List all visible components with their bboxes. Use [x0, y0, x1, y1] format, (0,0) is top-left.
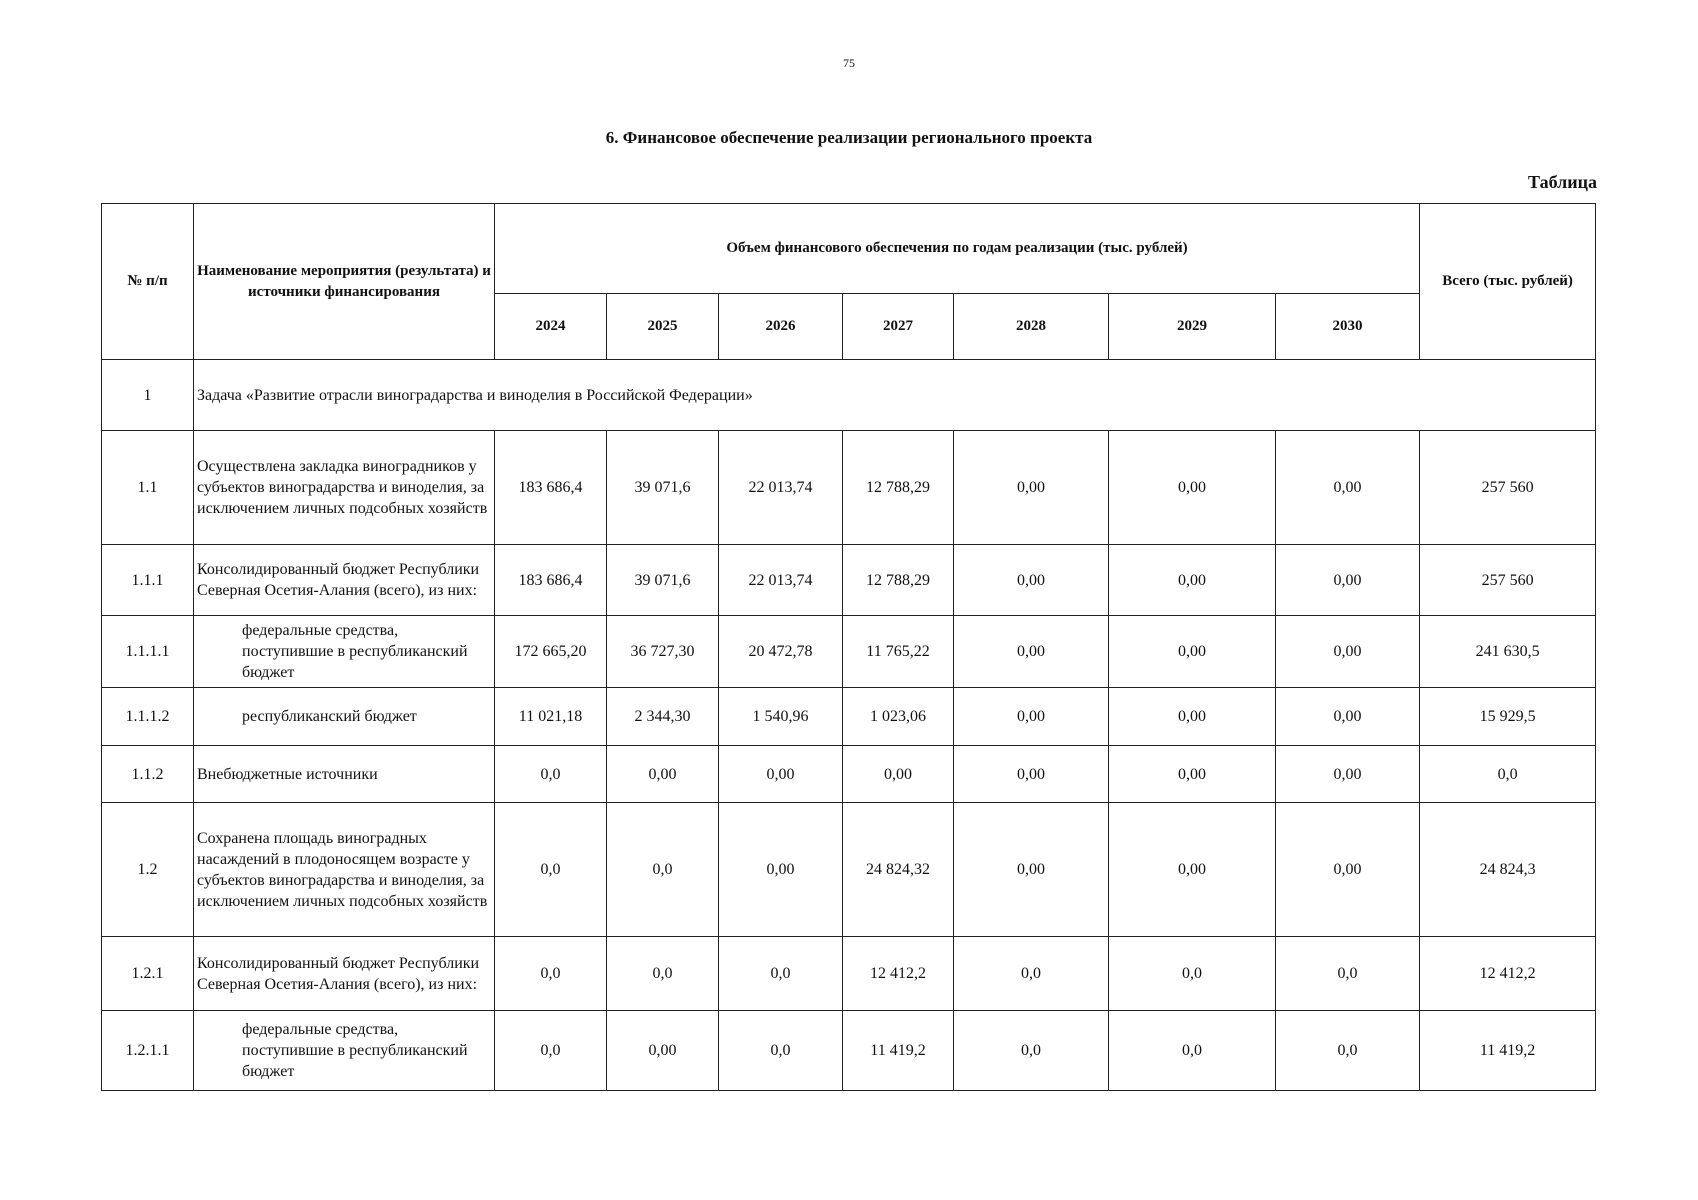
cell-value: 12 788,29	[843, 431, 954, 545]
row-num: 1.1.2	[102, 746, 194, 803]
cell-value: 0,0	[607, 803, 719, 937]
header-total: Всего (тыс. рублей)	[1420, 204, 1596, 360]
row-name: Сохранена площадь виноградных насаждений в плодоносящем возрасте у субъектов виноградарства и виноделия, за исключением личных подсобных хозяйств	[194, 803, 495, 937]
row-num: 1.2	[102, 803, 194, 937]
cell-value: 0,00	[1109, 688, 1276, 746]
cell-value: 1 023,06	[843, 688, 954, 746]
cell-value: 11 021,18	[495, 688, 607, 746]
header-year: 2024	[495, 294, 607, 360]
cell-total: 12 412,2	[1420, 937, 1596, 1011]
row-name: Консолидированный бюджет Республики Северная Осетия-Алания (всего), из них:	[194, 545, 495, 616]
cell-value: 0,00	[1276, 431, 1420, 545]
cell-value: 11 765,22	[843, 616, 954, 688]
page-number: 75	[843, 56, 855, 70]
row-num: 1.1	[102, 431, 194, 545]
row-name: республиканский бюджет	[194, 688, 495, 746]
header-year: 2029	[1109, 294, 1276, 360]
cell-value: 2 344,30	[607, 688, 719, 746]
cell-value: 12 788,29	[843, 545, 954, 616]
row-num: 1.1.1	[102, 545, 194, 616]
cell-value: 39 071,6	[607, 431, 719, 545]
cell-value: 0,00	[954, 803, 1109, 937]
cell-value: 39 071,6	[607, 545, 719, 616]
cell-value: 0,00	[954, 431, 1109, 545]
table-row	[102, 803, 1596, 937]
table-caption: Таблица	[1528, 172, 1597, 192]
cell-value: 1 540,96	[719, 688, 843, 746]
cell-value: 0,00	[1109, 616, 1276, 688]
cell-value: 24 824,32	[843, 803, 954, 937]
financing-table	[101, 203, 1596, 1091]
cell-value: 0,00	[719, 803, 843, 937]
row-num: 1	[102, 360, 194, 431]
cell-value: 0,0	[1276, 937, 1420, 1011]
cell-value: 0,0	[495, 803, 607, 937]
cell-value: 183 686,4	[495, 431, 607, 545]
cell-value: 0,00	[954, 746, 1109, 803]
table-row	[102, 431, 1596, 545]
cell-total: 15 929,5	[1420, 688, 1596, 746]
cell-value: 0,0	[719, 937, 843, 1011]
cell-value: 0,0	[954, 937, 1109, 1011]
cell-total: 11 419,2	[1420, 1011, 1596, 1091]
cell-value: 0,0	[495, 746, 607, 803]
cell-value: 20 472,78	[719, 616, 843, 688]
row-name: федеральные средства, поступившие в республиканский бюджет	[194, 616, 495, 688]
table-row	[102, 616, 1596, 688]
cell-value: 0,0	[495, 1011, 607, 1091]
cell-value: 0,00	[607, 1011, 719, 1091]
header-year: 2026	[719, 294, 843, 360]
task-text: Задача «Развитие отрасли виноградарства и виноделия в Российской Федерации»	[194, 360, 1596, 431]
cell-value: 0,0	[954, 1011, 1109, 1091]
cell-value: 0,00	[843, 746, 954, 803]
cell-value: 172 665,20	[495, 616, 607, 688]
table-row	[102, 1011, 1596, 1091]
cell-value: 12 412,2	[843, 937, 954, 1011]
cell-total: 257 560	[1420, 545, 1596, 616]
header-year: 2028	[954, 294, 1109, 360]
cell-value: 183 686,4	[495, 545, 607, 616]
row-name: Внебюджетные источники	[194, 746, 495, 803]
cell-value: 36 727,30	[607, 616, 719, 688]
cell-value: 22 013,74	[719, 545, 843, 616]
cell-total: 0,0	[1420, 746, 1596, 803]
cell-value: 0,00	[1276, 616, 1420, 688]
cell-total: 24 824,3	[1420, 803, 1596, 937]
cell-value: 0,00	[1109, 545, 1276, 616]
cell-value: 0,00	[1276, 688, 1420, 746]
cell-value: 0,0	[1276, 1011, 1420, 1091]
cell-value: 0,00	[954, 688, 1109, 746]
document-title: 6. Финансовое обеспечение реализации регионального проекта	[605, 128, 1093, 147]
row-num: 1.1.1.1	[102, 616, 194, 688]
task-row	[102, 360, 1596, 431]
row-num: 1.1.1.2	[102, 688, 194, 746]
cell-value: 0,0	[1109, 937, 1276, 1011]
cell-value: 0,00	[719, 746, 843, 803]
table-row	[102, 746, 1596, 803]
cell-value: 22 013,74	[719, 431, 843, 545]
header-year: 2025	[607, 294, 719, 360]
row-num: 1.2.1	[102, 937, 194, 1011]
table-row	[102, 688, 1596, 746]
row-name: Консолидированный бюджет Республики Северная Осетия-Алания (всего), из них:	[194, 937, 495, 1011]
header-name: Наименование мероприятия (результата) и источники финансирования	[194, 204, 495, 360]
cell-value: 0,00	[1109, 803, 1276, 937]
header-year: 2027	[843, 294, 954, 360]
cell-value: 0,00	[954, 545, 1109, 616]
cell-value: 0,00	[1276, 803, 1420, 937]
table-row	[102, 937, 1596, 1011]
table-row	[102, 545, 1596, 616]
row-num: 1.2.1.1	[102, 1011, 194, 1091]
cell-value: 0,00	[954, 616, 1109, 688]
cell-total: 257 560	[1420, 431, 1596, 545]
header-volume: Объем финансового обеспечения по годам реализации (тыс. рублей)	[495, 204, 1420, 294]
cell-value: 0,00	[1276, 746, 1420, 803]
cell-value: 0,0	[607, 937, 719, 1011]
cell-value: 0,00	[607, 746, 719, 803]
cell-value: 0,0	[719, 1011, 843, 1091]
row-name: Осуществлена закладка виноградников у субъектов виноградарства и виноделия, за исключением личных подсобных хозяйств	[194, 431, 495, 545]
cell-value: 0,00	[1109, 746, 1276, 803]
cell-total: 241 630,5	[1420, 616, 1596, 688]
cell-value: 0,00	[1109, 431, 1276, 545]
cell-value: 0,00	[1276, 545, 1420, 616]
header-num: № п/п	[102, 204, 194, 360]
cell-value: 0,0	[1109, 1011, 1276, 1091]
cell-value: 11 419,2	[843, 1011, 954, 1091]
cell-value: 0,0	[495, 937, 607, 1011]
header-year: 2030	[1276, 294, 1420, 360]
row-name: федеральные средства, поступившие в республиканский бюджет	[194, 1011, 495, 1091]
